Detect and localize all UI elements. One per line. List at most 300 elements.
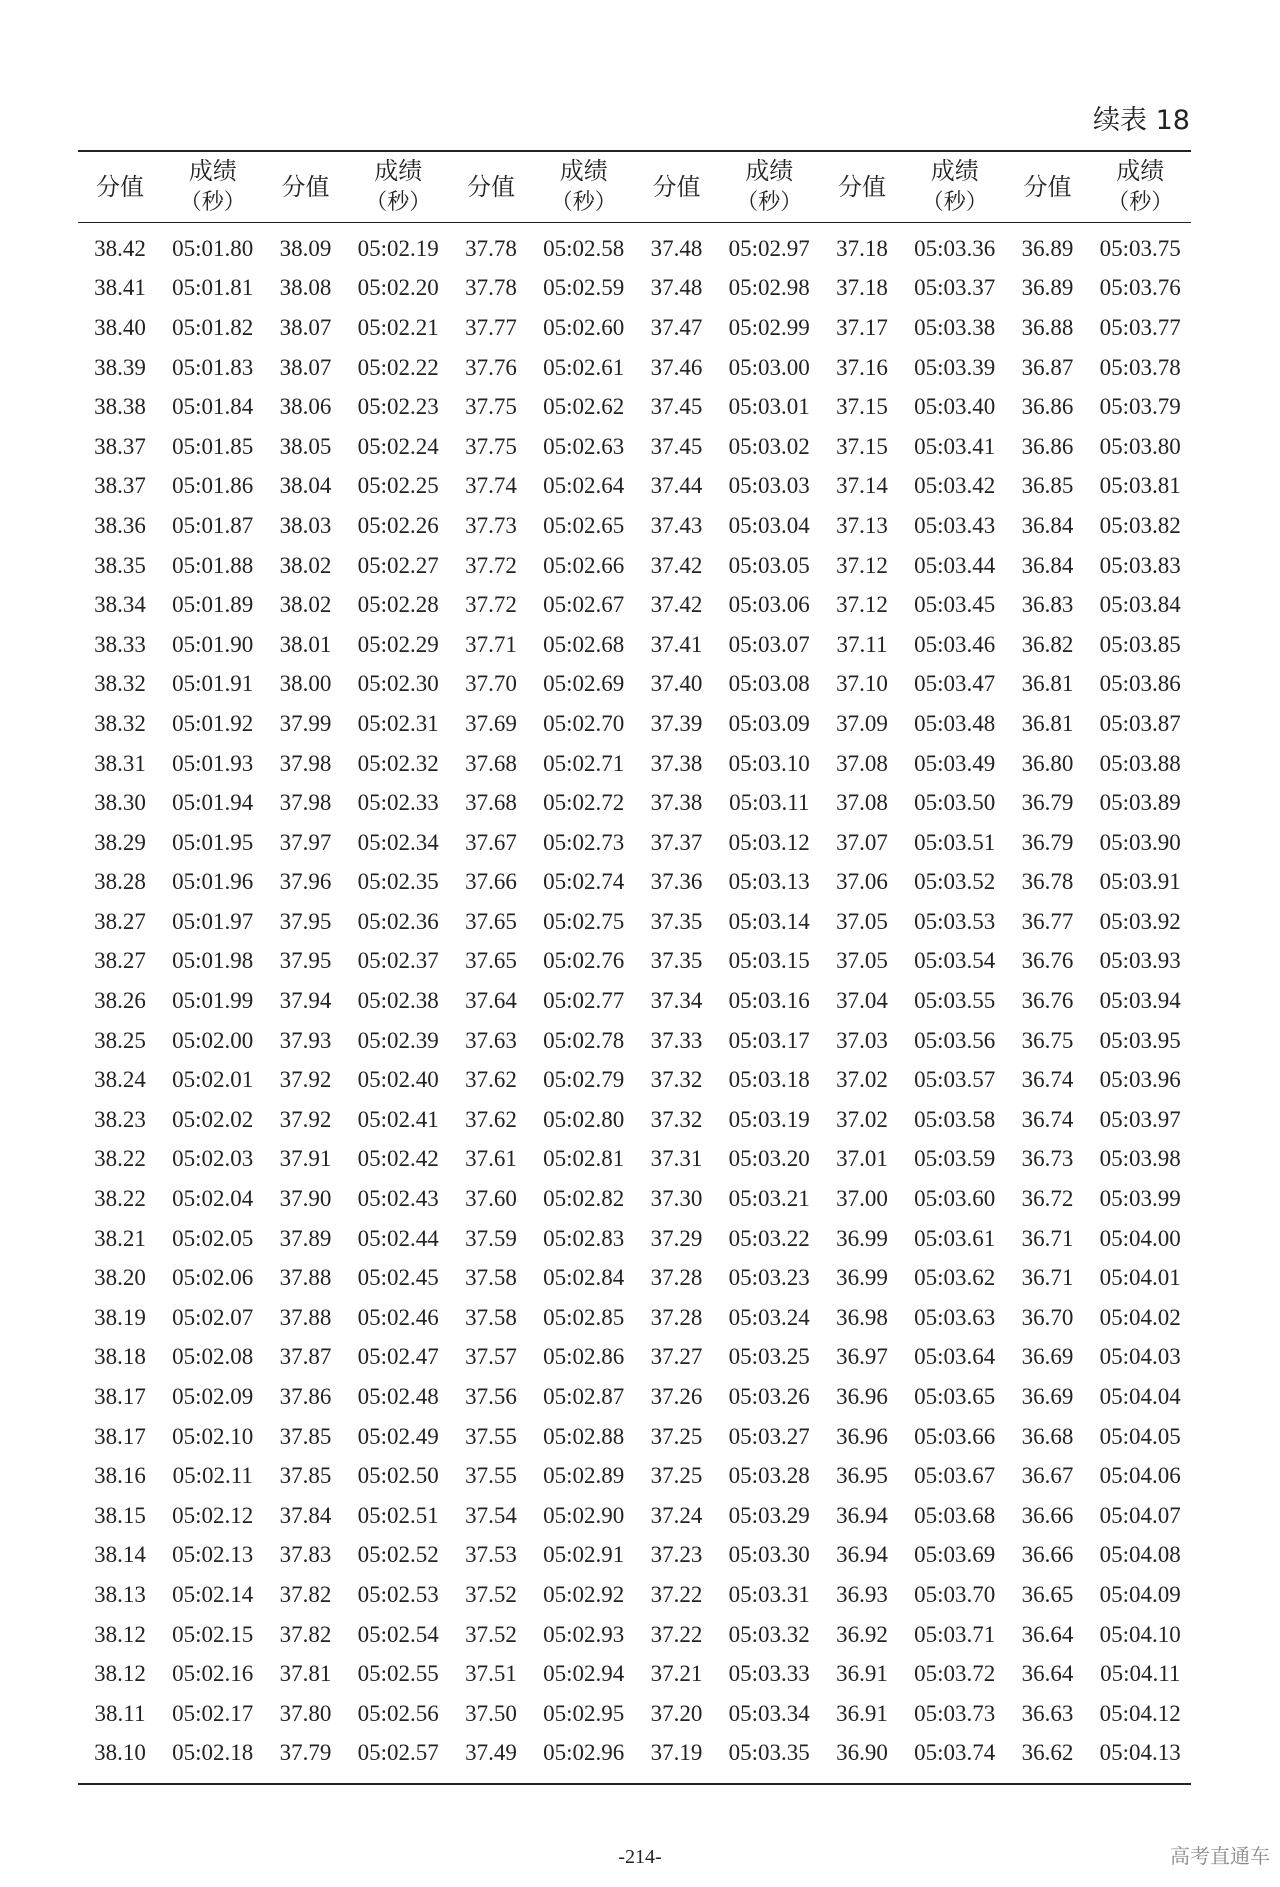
score-cell: 38.37	[94, 433, 146, 459]
score-cell: 38.04	[279, 473, 332, 499]
score-cell: 38.00	[279, 671, 332, 697]
score-cell: 36.79	[1021, 829, 1074, 855]
score-cell: 36.89	[1021, 275, 1074, 301]
result-cell: 05:01.91	[172, 671, 254, 697]
score-cell: 36.94	[836, 1542, 888, 1568]
result-cell: 05:03.73	[914, 1700, 996, 1726]
score-cell: 37.52	[465, 1621, 517, 1647]
header-score: 分值	[281, 173, 330, 201]
score-cell: 37.95	[279, 908, 332, 934]
result-cell: 05:03.75	[1099, 235, 1181, 261]
score-cell: 37.52	[465, 1581, 517, 1607]
header-result	[348, 151, 450, 223]
result-cell: 05:02.42	[357, 1146, 439, 1172]
header-result-label: 成绩	[1116, 157, 1165, 185]
result-cell: 05:02.99	[728, 314, 810, 340]
score-cell: 38.37	[94, 473, 146, 499]
result-cell: 05:02.02	[172, 1106, 254, 1132]
result-cell: 05:03.99	[1099, 1186, 1181, 1212]
score-cell: 37.89	[279, 1225, 332, 1251]
result-cell: 05:03.69	[914, 1542, 996, 1568]
score-cell: 37.45	[650, 394, 703, 420]
score-cell: 36.63	[1021, 1700, 1074, 1726]
result-cell: 05:02.26	[357, 512, 439, 538]
score-cell: 38.25	[94, 1027, 146, 1053]
score-cell: 37.78	[465, 235, 517, 261]
score-cell: 37.74	[465, 473, 517, 499]
score-cell: 37.65	[465, 948, 517, 974]
score-cell: 37.41	[650, 631, 703, 657]
score-cell: 36.91	[836, 1661, 888, 1687]
score-cell: 37.95	[279, 948, 332, 974]
result-cell: 05:01.88	[172, 552, 254, 578]
score-cell: 37.73	[465, 512, 517, 538]
result-cell: 05:03.54	[914, 948, 996, 974]
result-cell: 05:04.08	[1099, 1542, 1181, 1568]
score-cell: 37.64	[465, 988, 517, 1014]
result-cell: 05:02.22	[357, 354, 439, 380]
score-cell: 36.71	[1021, 1265, 1074, 1291]
table-body	[78, 223, 1191, 1785]
result-cell: 05:03.86	[1099, 671, 1181, 697]
score-cell: 37.86	[279, 1384, 332, 1410]
score-cell: 37.16	[836, 354, 888, 380]
result-cell: 05:03.45	[914, 592, 996, 618]
result-cell: 05:03.87	[1099, 710, 1181, 736]
result-cell: 05:03.12	[728, 829, 810, 855]
table-row	[78, 1536, 1191, 1576]
score-cell: 38.06	[279, 394, 332, 420]
score-cell: 38.36	[94, 512, 146, 538]
result-cell: 05:03.95	[1099, 1027, 1181, 1053]
header-score: 分值	[838, 173, 886, 201]
table-row	[78, 1021, 1191, 1061]
result-cell: 05:02.48	[357, 1384, 439, 1410]
table-row	[78, 744, 1191, 784]
score-cell: 37.01	[836, 1146, 888, 1172]
score-cell: 36.66	[1021, 1542, 1074, 1568]
result-cell: 05:01.94	[172, 790, 254, 816]
table-row	[78, 625, 1191, 665]
score-cell: 36.69	[1021, 1384, 1074, 1410]
score-cell: 37.76	[465, 354, 517, 380]
result-cell: 05:02.46	[357, 1304, 439, 1330]
result-cell: 05:02.39	[357, 1027, 439, 1053]
score-cell: 36.91	[836, 1700, 888, 1726]
score-cell: 36.64	[1021, 1621, 1074, 1647]
result-cell: 05:01.95	[172, 829, 254, 855]
table-row	[78, 1615, 1191, 1655]
score-cell: 38.24	[94, 1067, 146, 1093]
result-cell: 05:02.19	[357, 235, 439, 261]
result-cell: 05:02.38	[357, 988, 439, 1014]
result-cell: 05:02.63	[543, 433, 625, 459]
score-cell: 37.68	[465, 790, 517, 816]
score-cell: 38.15	[94, 1502, 146, 1528]
result-cell: 05:03.46	[914, 631, 996, 657]
result-cell: 05:02.66	[543, 552, 625, 578]
score-cell: 37.88	[279, 1304, 332, 1330]
score-cell: 37.59	[465, 1225, 517, 1251]
result-cell: 05:01.86	[172, 473, 254, 499]
result-cell: 05:03.64	[914, 1344, 996, 1370]
result-cell: 05:02.50	[357, 1463, 439, 1489]
result-cell: 05:02.17	[172, 1700, 254, 1726]
table-row	[78, 387, 1191, 427]
score-cell: 38.32	[94, 671, 146, 697]
result-cell: 05:02.31	[357, 710, 439, 736]
result-cell: 05:02.00	[172, 1027, 254, 1053]
header-result-unit: （秒）	[1107, 190, 1174, 215]
score-cell: 38.19	[94, 1304, 146, 1330]
result-cell: 05:03.02	[728, 433, 810, 459]
result-cell: 05:03.18	[728, 1067, 810, 1093]
result-cell: 05:03.94	[1099, 988, 1181, 1014]
score-cell: 37.02	[836, 1106, 888, 1132]
result-cell: 05:02.68	[543, 631, 625, 657]
header-result	[1090, 151, 1192, 223]
score-cell: 36.66	[1021, 1502, 1074, 1528]
table-row	[78, 269, 1191, 309]
result-cell: 05:04.03	[1099, 1344, 1181, 1370]
result-cell: 05:01.85	[172, 433, 254, 459]
result-cell: 05:02.82	[543, 1186, 625, 1212]
score-cell: 36.99	[836, 1265, 888, 1291]
result-cell: 05:02.43	[357, 1186, 439, 1212]
score-cell: 37.34	[650, 988, 703, 1014]
result-cell: 05:02.61	[543, 354, 625, 380]
score-cell: 37.75	[465, 394, 517, 420]
result-cell: 05:02.30	[357, 671, 439, 697]
result-cell: 05:02.76	[543, 948, 625, 974]
result-cell: 05:01.81	[172, 275, 254, 301]
score-cell: 38.13	[94, 1581, 146, 1607]
result-cell: 05:03.36	[914, 235, 996, 261]
score-cell: 38.34	[94, 592, 146, 618]
table-caption: 续表 18	[1093, 105, 1190, 136]
score-cell: 37.69	[465, 710, 517, 736]
score-cell: 36.84	[1021, 552, 1074, 578]
score-cell: 37.54	[465, 1502, 517, 1528]
result-cell: 05:02.29	[357, 631, 439, 657]
score-cell: 37.80	[279, 1700, 332, 1726]
score-cell: 36.99	[836, 1225, 888, 1251]
score-cell: 38.39	[94, 354, 146, 380]
score-cell: 38.01	[279, 631, 332, 657]
score-cell: 36.86	[1021, 433, 1074, 459]
table-row	[78, 902, 1191, 942]
result-cell: 05:02.34	[357, 829, 439, 855]
score-cell: 38.07	[279, 354, 332, 380]
score-cell: 38.32	[94, 710, 146, 736]
result-cell: 05:02.88	[543, 1423, 625, 1449]
header-score: 分值	[467, 173, 515, 201]
score-cell: 37.99	[279, 710, 332, 736]
result-cell: 05:03.16	[728, 988, 810, 1014]
score-cell: 37.42	[650, 552, 703, 578]
result-cell: 05:02.54	[357, 1621, 439, 1647]
score-cell: 37.42	[650, 592, 703, 618]
score-cell: 37.07	[836, 829, 888, 855]
table-row	[78, 1456, 1191, 1496]
result-cell: 05:03.17	[728, 1027, 810, 1053]
score-cell: 36.94	[836, 1502, 888, 1528]
result-cell: 05:02.67	[543, 592, 625, 618]
score-cell: 36.72	[1021, 1186, 1074, 1212]
result-cell: 05:03.15	[728, 948, 810, 974]
result-cell: 05:03.35	[728, 1740, 810, 1766]
score-cell: 37.47	[650, 314, 703, 340]
result-cell: 05:02.53	[357, 1581, 439, 1607]
score-cell: 36.92	[836, 1621, 888, 1647]
result-cell: 05:03.32	[728, 1621, 810, 1647]
score-cell: 36.74	[1021, 1106, 1074, 1132]
result-cell: 05:02.01	[172, 1067, 254, 1093]
table-row	[78, 1338, 1191, 1378]
score-cell: 37.75	[465, 433, 517, 459]
score-cell: 37.70	[465, 671, 517, 697]
result-cell: 05:03.03	[728, 473, 810, 499]
score-cell: 37.84	[279, 1502, 332, 1528]
result-cell: 05:03.50	[914, 790, 996, 816]
score-cell: 37.30	[650, 1186, 703, 1212]
header-result	[904, 151, 1006, 223]
result-cell: 05:03.26	[728, 1384, 810, 1410]
result-cell: 05:02.07	[172, 1304, 254, 1330]
result-cell: 05:02.73	[543, 829, 625, 855]
score-cell: 37.48	[650, 235, 703, 261]
score-cell: 37.15	[836, 394, 888, 420]
result-cell: 05:03.74	[914, 1740, 996, 1766]
score-cell: 37.26	[650, 1384, 703, 1410]
result-cell: 05:03.90	[1099, 829, 1181, 855]
result-cell: 05:02.71	[543, 750, 625, 776]
score-cell: 37.02	[836, 1067, 888, 1093]
score-cell: 37.18	[836, 235, 888, 261]
score-cell: 37.31	[650, 1146, 703, 1172]
score-cell: 37.90	[279, 1186, 332, 1212]
table-row	[78, 1100, 1191, 1140]
score-table	[78, 150, 1191, 1785]
score-cell: 38.29	[94, 829, 146, 855]
result-cell: 05:02.09	[172, 1384, 254, 1410]
score-cell: 37.33	[650, 1027, 703, 1053]
result-cell: 05:02.90	[543, 1502, 625, 1528]
result-cell: 05:03.38	[914, 314, 996, 340]
result-cell: 05:02.56	[357, 1700, 439, 1726]
score-cell: 37.66	[465, 869, 517, 895]
score-cell: 37.24	[650, 1502, 703, 1528]
score-cell: 37.32	[650, 1106, 703, 1132]
result-cell: 05:03.59	[914, 1146, 996, 1172]
score-cell: 37.55	[465, 1463, 517, 1489]
result-cell: 05:02.60	[543, 314, 625, 340]
result-cell: 05:02.55	[357, 1661, 439, 1687]
header-result-unit: （秒）	[550, 190, 617, 215]
result-cell: 05:02.20	[357, 275, 439, 301]
result-cell: 05:02.57	[357, 1740, 439, 1766]
score-cell: 36.96	[836, 1423, 888, 1449]
score-cell: 36.79	[1021, 790, 1074, 816]
table-row	[78, 1734, 1191, 1785]
table-row	[78, 942, 1191, 982]
score-cell: 38.38	[94, 394, 146, 420]
table-row	[78, 1377, 1191, 1417]
header-score: 分值	[1023, 173, 1072, 201]
score-cell: 36.90	[836, 1740, 888, 1766]
score-cell: 36.81	[1021, 710, 1074, 736]
score-cell: 36.80	[1021, 750, 1074, 776]
result-cell: 05:02.72	[543, 790, 625, 816]
result-cell: 05:03.05	[728, 552, 810, 578]
score-cell: 37.13	[836, 512, 888, 538]
result-cell: 05:02.03	[172, 1146, 254, 1172]
score-cell: 37.36	[650, 869, 703, 895]
result-cell: 05:03.97	[1099, 1106, 1181, 1132]
result-cell: 05:03.63	[914, 1304, 996, 1330]
result-cell: 05:02.94	[543, 1661, 625, 1687]
result-cell: 05:04.13	[1099, 1740, 1181, 1766]
result-cell: 05:02.08	[172, 1344, 254, 1370]
score-cell: 37.37	[650, 829, 703, 855]
result-cell: 05:01.89	[172, 592, 254, 618]
score-cell: 37.12	[836, 552, 888, 578]
result-cell: 05:02.40	[357, 1067, 439, 1093]
result-cell: 05:03.96	[1099, 1067, 1181, 1093]
result-cell: 05:03.93	[1099, 948, 1181, 974]
score-cell: 37.23	[650, 1542, 703, 1568]
score-cell: 37.62	[465, 1106, 517, 1132]
score-cell: 37.32	[650, 1067, 703, 1093]
score-cell: 36.82	[1021, 631, 1074, 657]
table-row	[78, 1258, 1191, 1298]
score-cell: 37.83	[279, 1542, 332, 1568]
score-cell: 36.95	[836, 1463, 888, 1489]
result-cell: 05:03.83	[1099, 552, 1181, 578]
table-row	[78, 1140, 1191, 1180]
result-cell: 05:03.29	[728, 1502, 810, 1528]
score-cell: 37.11	[836, 631, 888, 657]
result-cell: 05:01.99	[172, 988, 254, 1014]
score-cell: 37.88	[279, 1265, 332, 1291]
score-cell: 37.85	[279, 1463, 332, 1489]
score-cell: 36.70	[1021, 1304, 1074, 1330]
result-cell: 05:02.59	[543, 275, 625, 301]
result-cell: 05:03.62	[914, 1265, 996, 1291]
result-cell: 05:04.06	[1099, 1463, 1181, 1489]
score-cell: 37.96	[279, 869, 332, 895]
result-cell: 05:03.21	[728, 1186, 810, 1212]
score-cell: 36.64	[1021, 1661, 1074, 1687]
score-cell: 37.72	[465, 592, 517, 618]
result-cell: 05:02.81	[543, 1146, 625, 1172]
result-cell: 05:02.95	[543, 1700, 625, 1726]
result-cell: 05:04.01	[1099, 1265, 1181, 1291]
table-row	[78, 1496, 1191, 1536]
result-cell: 05:03.66	[914, 1423, 996, 1449]
table-header	[78, 151, 1191, 223]
result-cell: 05:03.92	[1099, 908, 1181, 934]
result-cell: 05:02.12	[172, 1502, 254, 1528]
score-cell: 37.51	[465, 1661, 517, 1687]
result-cell: 05:03.39	[914, 354, 996, 380]
score-cell: 37.28	[650, 1304, 703, 1330]
result-cell: 05:03.98	[1099, 1146, 1181, 1172]
result-cell: 05:02.49	[357, 1423, 439, 1449]
table-row	[78, 665, 1191, 705]
table-row	[78, 1298, 1191, 1338]
result-cell: 05:03.84	[1099, 592, 1181, 618]
score-cell: 37.03	[836, 1027, 888, 1053]
result-cell: 05:02.96	[543, 1740, 625, 1766]
header-row	[78, 151, 1191, 223]
score-cell: 37.45	[650, 433, 703, 459]
result-cell: 05:03.34	[728, 1700, 810, 1726]
score-cell: 37.09	[836, 710, 888, 736]
result-cell: 05:01.83	[172, 354, 254, 380]
score-cell: 37.71	[465, 631, 517, 657]
score-cell: 37.20	[650, 1700, 703, 1726]
result-cell: 05:02.64	[543, 473, 625, 499]
result-cell: 05:03.37	[914, 275, 996, 301]
result-cell: 05:02.77	[543, 988, 625, 1014]
score-cell: 38.31	[94, 750, 146, 776]
result-cell: 05:01.82	[172, 314, 254, 340]
result-cell: 05:03.11	[729, 790, 810, 816]
score-cell: 37.98	[279, 790, 332, 816]
result-cell: 05:02.27	[357, 552, 439, 578]
result-cell: 05:03.30	[728, 1542, 810, 1568]
result-cell: 05:02.35	[357, 869, 439, 895]
result-cell: 05:03.43	[914, 512, 996, 538]
result-cell: 05:04.12	[1099, 1700, 1181, 1726]
result-cell: 05:02.45	[357, 1265, 439, 1291]
result-cell: 05:03.53	[914, 908, 996, 934]
result-cell: 05:03.81	[1099, 473, 1181, 499]
score-cell: 36.98	[836, 1304, 888, 1330]
score-cell: 36.65	[1021, 1581, 1074, 1607]
result-cell: 05:03.19	[728, 1106, 810, 1132]
score-cell: 37.61	[465, 1146, 517, 1172]
score-cell: 38.16	[94, 1463, 146, 1489]
score-cell: 37.63	[465, 1027, 517, 1053]
result-cell: 05:03.72	[914, 1661, 996, 1687]
table-row	[78, 823, 1191, 863]
score-cell: 36.73	[1021, 1146, 1074, 1172]
result-cell: 05:02.75	[543, 908, 625, 934]
score-cell: 37.06	[836, 869, 888, 895]
score-cell: 37.53	[465, 1542, 517, 1568]
result-cell: 05:02.41	[357, 1106, 439, 1132]
result-cell: 05:02.13	[172, 1542, 254, 1568]
score-cell: 37.05	[836, 908, 888, 934]
score-cell: 37.94	[279, 988, 332, 1014]
table-row	[78, 1654, 1191, 1694]
score-cell: 37.58	[465, 1304, 517, 1330]
result-cell: 05:02.80	[543, 1106, 625, 1132]
score-cell: 37.38	[650, 790, 703, 816]
result-cell: 05:03.52	[914, 869, 996, 895]
result-cell: 05:03.40	[914, 394, 996, 420]
result-cell: 05:02.21	[357, 314, 439, 340]
result-cell: 05:01.97	[172, 908, 254, 934]
score-cell: 38.08	[279, 275, 332, 301]
result-cell: 05:02.86	[543, 1344, 625, 1370]
score-cell: 37.40	[650, 671, 703, 697]
header-result	[162, 151, 264, 223]
score-cell: 37.14	[836, 473, 888, 499]
score-cell: 38.03	[279, 512, 332, 538]
